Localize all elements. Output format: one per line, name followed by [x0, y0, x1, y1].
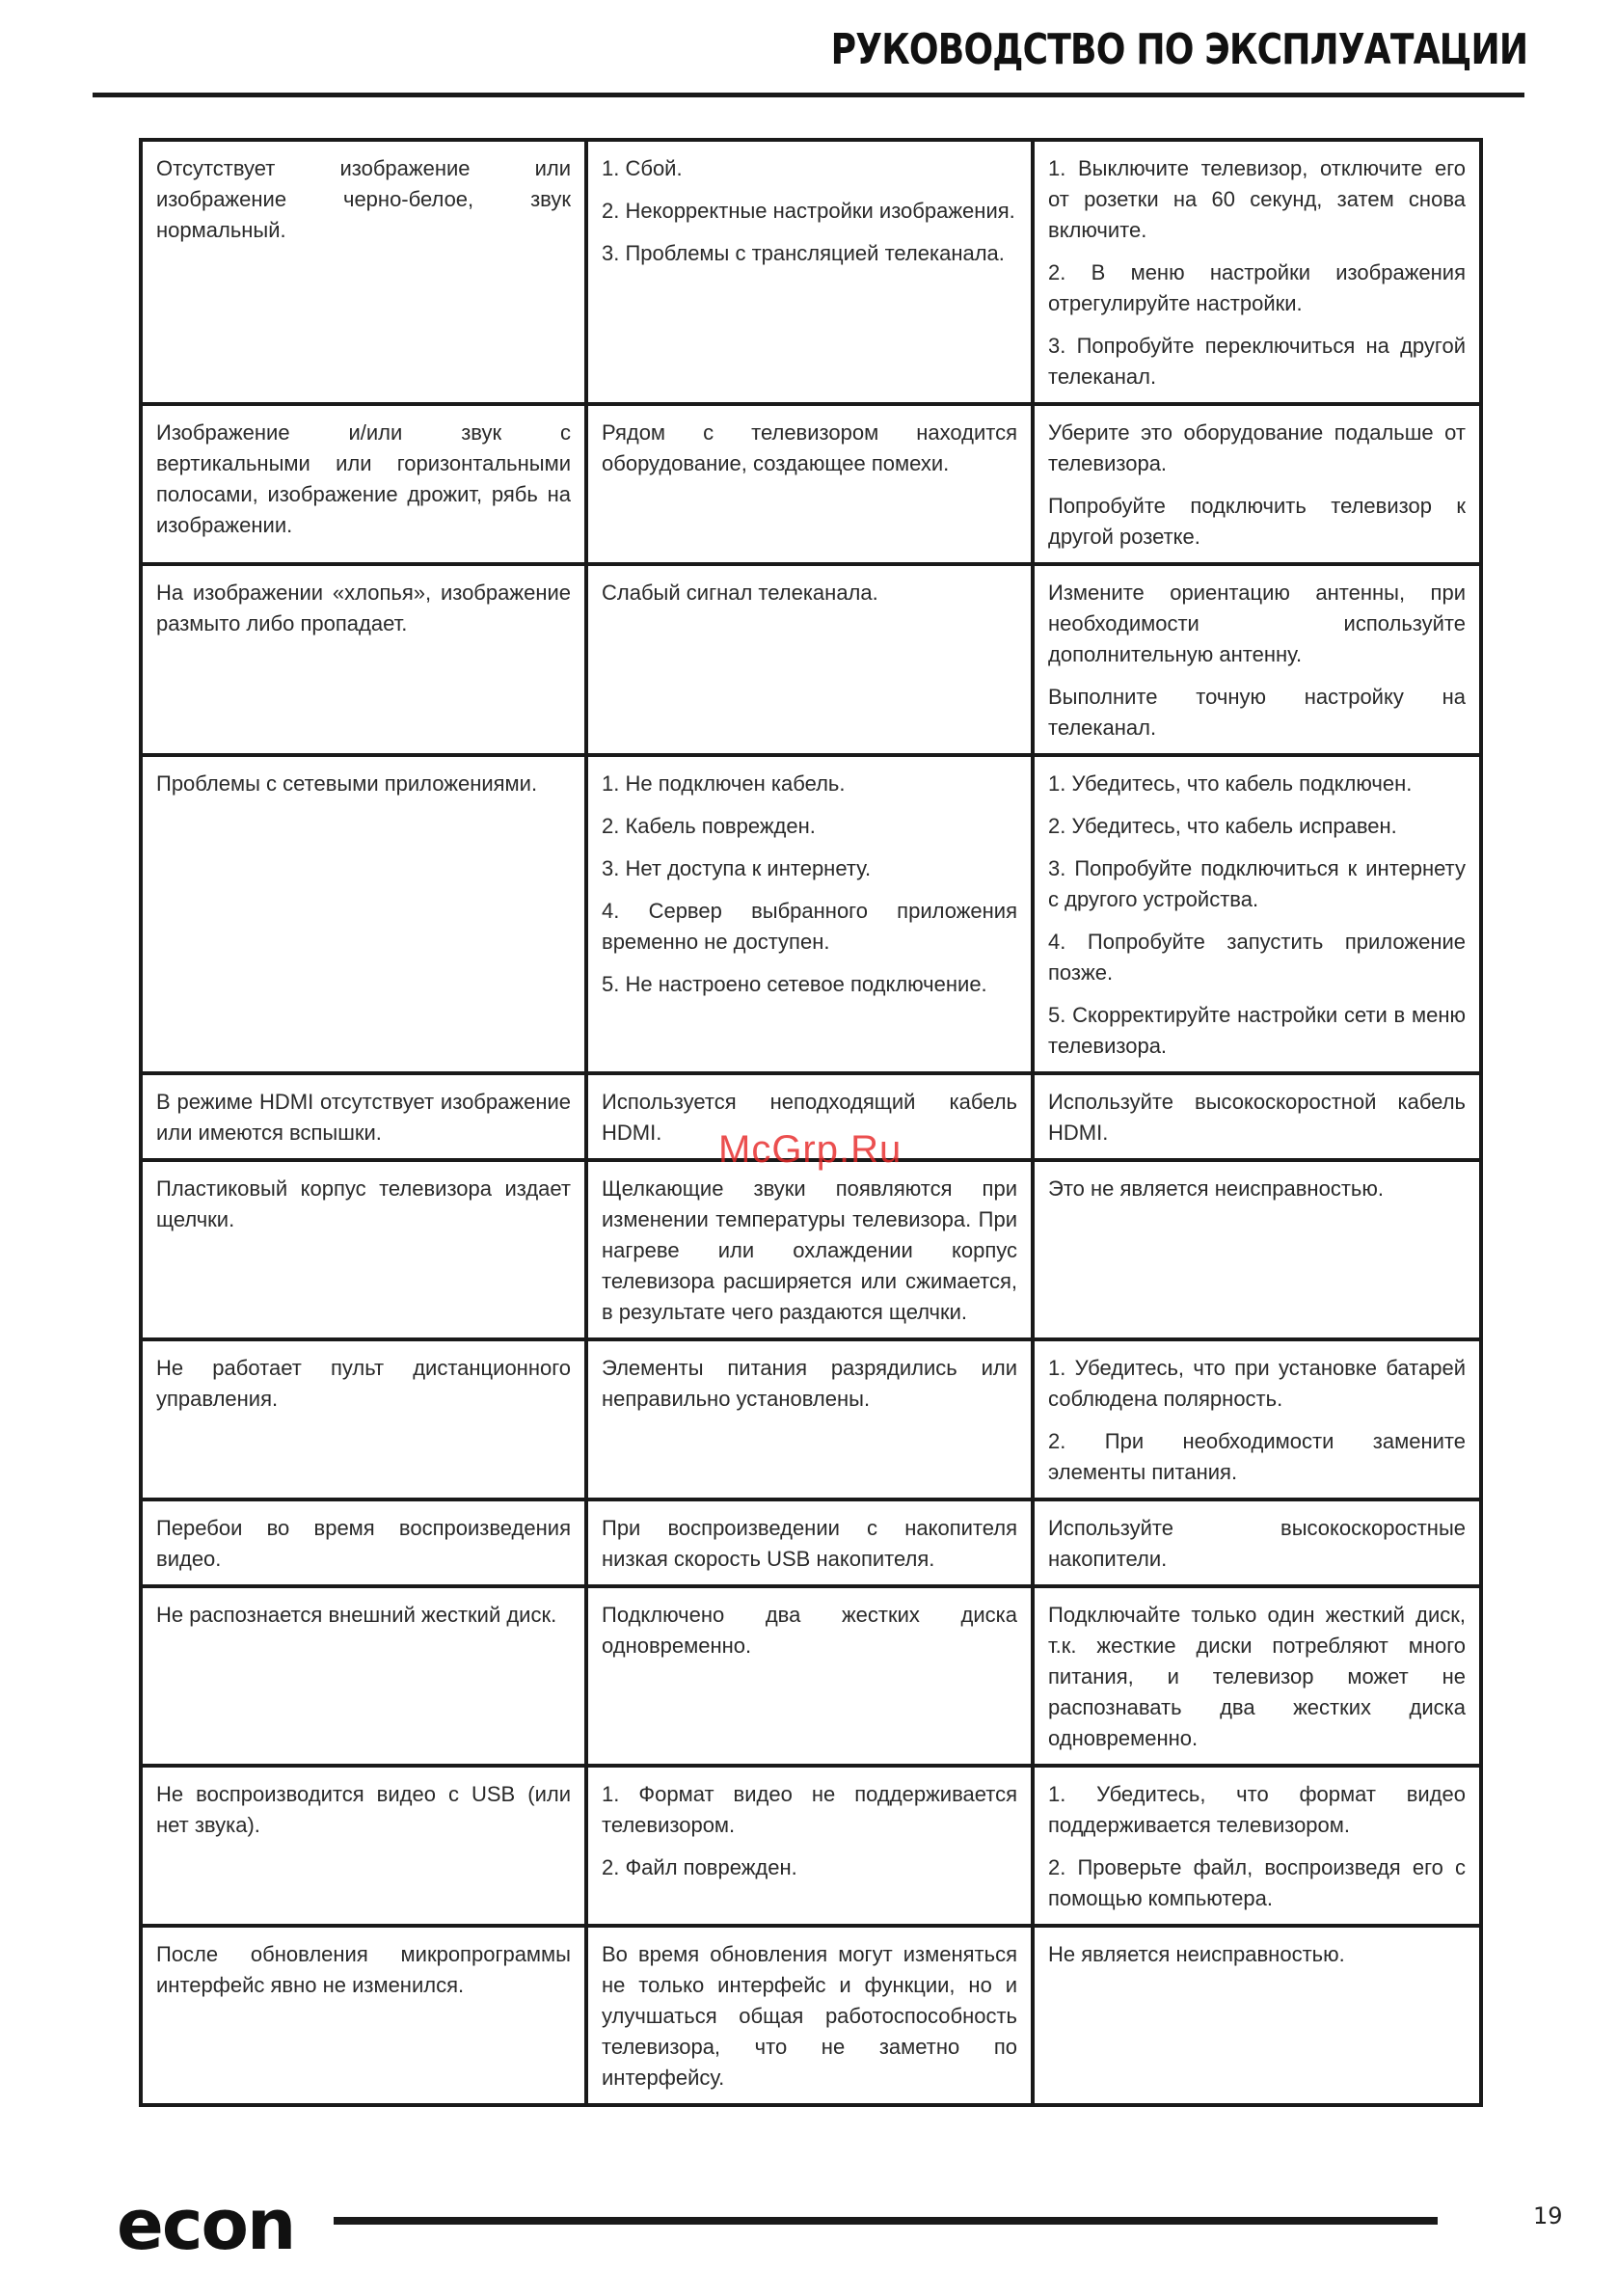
- solution-text: Выполните точную настройку на телеканал.: [1048, 685, 1466, 740]
- cause-cell: [586, 1073, 1033, 1160]
- cause-text: 1. Сбой.: [602, 156, 683, 180]
- solution-text: 1. Выключите телевизор, отключите его от розетки на 60 секунд, затем снова включите.: [1048, 156, 1466, 242]
- table-row: [141, 564, 1481, 755]
- cause-cell: [586, 404, 1033, 564]
- solution-cell: [1033, 1499, 1481, 1586]
- problem-text: Не распознается внешний жесткий диск.: [156, 1603, 557, 1627]
- cause-text: 4. Сервер выбранного приложения временно не доступен.: [602, 899, 1017, 954]
- table-row: [141, 1160, 1481, 1339]
- troubleshooting-table: [139, 138, 1483, 2107]
- problem-cell: [141, 1766, 586, 1926]
- solution-cell: [1033, 1073, 1481, 1160]
- table-row: [141, 1766, 1481, 1926]
- solution-text: Используйте высокоскоростной кабель HDMI.: [1048, 1090, 1466, 1145]
- problem-cell: [141, 1160, 586, 1339]
- problem-text: Отсутствует изображение или изображение черно-белое, звук нормальный.: [156, 156, 571, 242]
- solution-text: Измените ориентацию антенны, при необходимости используйте дополнительную антенну.: [1048, 581, 1466, 666]
- solution-text: Используйте высокоскоростные накопители.: [1048, 1516, 1466, 1571]
- problem-text: Изображение и/или звук с вертикальными или горизонтальными полосами, изображение дрожит, рябь на изображении.: [156, 420, 571, 537]
- cause-cell: [586, 1766, 1033, 1926]
- table-row: [141, 1339, 1481, 1499]
- cause-text: Рядом с телевизором находится оборудование, создающее помехи.: [602, 420, 1017, 475]
- solution-cell: [1033, 755, 1481, 1073]
- problem-text: Не работает пульт дистанционного управления.: [156, 1356, 571, 1411]
- cause-text: 3. Проблемы с трансляцией телеканала.: [602, 241, 1005, 265]
- cause-cell: [586, 1926, 1033, 2105]
- solution-text: 2. Убедитесь, что кабель исправен.: [1048, 814, 1397, 838]
- cause-cell: [586, 1160, 1033, 1339]
- solution-text: 3. Попробуйте переключиться на другой телеканал.: [1048, 334, 1466, 389]
- solution-cell: [1033, 1339, 1481, 1499]
- header-divider: [93, 93, 1524, 97]
- problem-cell: [141, 1339, 586, 1499]
- cause-text: 3. Нет доступа к интернету.: [602, 856, 872, 880]
- problem-cell: [141, 140, 586, 404]
- solution-cell: [1033, 140, 1481, 404]
- solution-cell: [1033, 1160, 1481, 1339]
- cause-cell: [586, 564, 1033, 755]
- problem-text: В режиме HDMI отсутствует изображение или имеются вспышки.: [156, 1090, 571, 1145]
- cause-text: При воспроизведении с накопителя низкая скорость USB накопителя.: [602, 1516, 1017, 1571]
- solution-cell: [1033, 404, 1481, 564]
- problem-cell: [141, 1499, 586, 1586]
- solution-text: Это не является неисправностью.: [1048, 1176, 1384, 1201]
- solution-text: 2. Проверьте файл, воспроизведя его с помощью компьютера.: [1048, 1855, 1466, 1910]
- cause-text: 2. Кабель поврежден.: [602, 814, 816, 838]
- brand-logo: econ: [117, 2184, 295, 2265]
- table-row: [141, 755, 1481, 1073]
- page-number: 19: [1533, 2202, 1563, 2229]
- problem-text: Не воспроизводится видео с USB (или нет звука).: [156, 1782, 571, 1837]
- footer-divider: [334, 2217, 1438, 2225]
- solution-text: 1. Убедитесь, что при установке батарей соблюдена полярность.: [1048, 1356, 1466, 1411]
- table-row: [141, 1926, 1481, 2105]
- cause-text: 2. Файл поврежден.: [602, 1855, 797, 1879]
- cause-cell: [586, 755, 1033, 1073]
- problem-cell: [141, 1586, 586, 1766]
- problem-text: Проблемы с сетевыми приложениями.: [156, 771, 538, 796]
- cause-text: 2. Некорректные настройки изображения.: [602, 199, 1015, 223]
- table-row: [141, 140, 1481, 404]
- page-title: РУКОВОДСТВО ПО ЭКСПЛУАТАЦИИ: [830, 25, 1527, 74]
- cause-text: Щелкающие звуки появляются при изменении температуры телевизора. При нагреве или охлаждении корпус телевизора расширяется или сжимается, в результате чего раздаются щелчки.: [602, 1176, 1017, 1324]
- cause-text: Слабый сигнал телеканала.: [602, 581, 878, 605]
- solution-text: Уберите это оборудование подальше от телевизора.: [1048, 420, 1466, 475]
- troubleshooting-table-container: [139, 138, 1479, 2107]
- problem-cell: [141, 1926, 586, 2105]
- watermark: McGrp.Ru: [718, 1128, 903, 1171]
- cause-text: 5. Не настроено сетевое подключение.: [602, 972, 987, 996]
- solution-text: 1. Убедитесь, что формат видео поддерживается телевизором.: [1048, 1782, 1466, 1837]
- solution-text: 2. При необходимости замените элементы питания.: [1048, 1429, 1466, 1484]
- solution-text: 4. Попробуйте запустить приложение позже.: [1048, 930, 1466, 985]
- table-row: [141, 404, 1481, 564]
- cause-text: Используется неподходящий кабель HDMI.: [602, 1090, 1017, 1145]
- problem-cell: [141, 1073, 586, 1160]
- cause-cell: [586, 1499, 1033, 1586]
- table-row: [141, 1499, 1481, 1586]
- table-row: [141, 1586, 1481, 1766]
- solution-text: 1. Убедитесь, что кабель подключен.: [1048, 771, 1413, 796]
- cause-cell: [586, 1586, 1033, 1766]
- cause-cell: [586, 1339, 1033, 1499]
- solution-text: 3. Попробуйте подключиться к интернету с другого устройства.: [1048, 856, 1466, 911]
- problem-text: После обновления микропрограммы интерфейс явно не изменился.: [156, 1942, 571, 1997]
- cause-text: Во время обновления могут изменяться не только интерфейс и функции, но и улучшаться общая работоспособность телевизора, что не заметно по интерфейсу.: [602, 1942, 1017, 2090]
- solution-cell: [1033, 564, 1481, 755]
- problem-text: Пластиковый корпус телевизора издает щелчки.: [156, 1176, 571, 1231]
- solution-cell: [1033, 1926, 1481, 2105]
- cause-text: Подключено два жестких диска одновременно.: [602, 1603, 1017, 1658]
- problem-cell: [141, 404, 586, 564]
- solution-text: 2. В меню настройки изображения отрегулируйте настройки.: [1048, 260, 1466, 315]
- cause-text: 1. Формат видео не поддерживается телевизором.: [602, 1782, 1017, 1837]
- solution-text: Попробуйте подключить телевизор к другой розетке.: [1048, 494, 1466, 549]
- solution-cell: [1033, 1766, 1481, 1926]
- problem-text: Перебои во время воспроизведения видео.: [156, 1516, 571, 1571]
- table-body: [141, 140, 1481, 2105]
- solution-cell: [1033, 1586, 1481, 1766]
- cause-cell: [586, 140, 1033, 404]
- solution-text: Подключайте только один жесткий диск, т.к. жесткие диски потребляют много питания, и телевизор может не распознавать два жестких диска одновременно.: [1048, 1603, 1466, 1750]
- cause-text: 1. Не подключен кабель.: [602, 771, 846, 796]
- table-row: [141, 1073, 1481, 1160]
- problem-text: На изображении «хлопья», изображение размыто либо пропадает.: [156, 581, 571, 635]
- cause-text: Элементы питания разрядились или неправильно установлены.: [602, 1356, 1017, 1411]
- problem-cell: [141, 564, 586, 755]
- solution-text: Не является неисправностью.: [1048, 1942, 1345, 1966]
- solution-text: 5. Скорректируйте настройки сети в меню телевизора.: [1048, 1003, 1466, 1058]
- problem-cell: [141, 755, 586, 1073]
